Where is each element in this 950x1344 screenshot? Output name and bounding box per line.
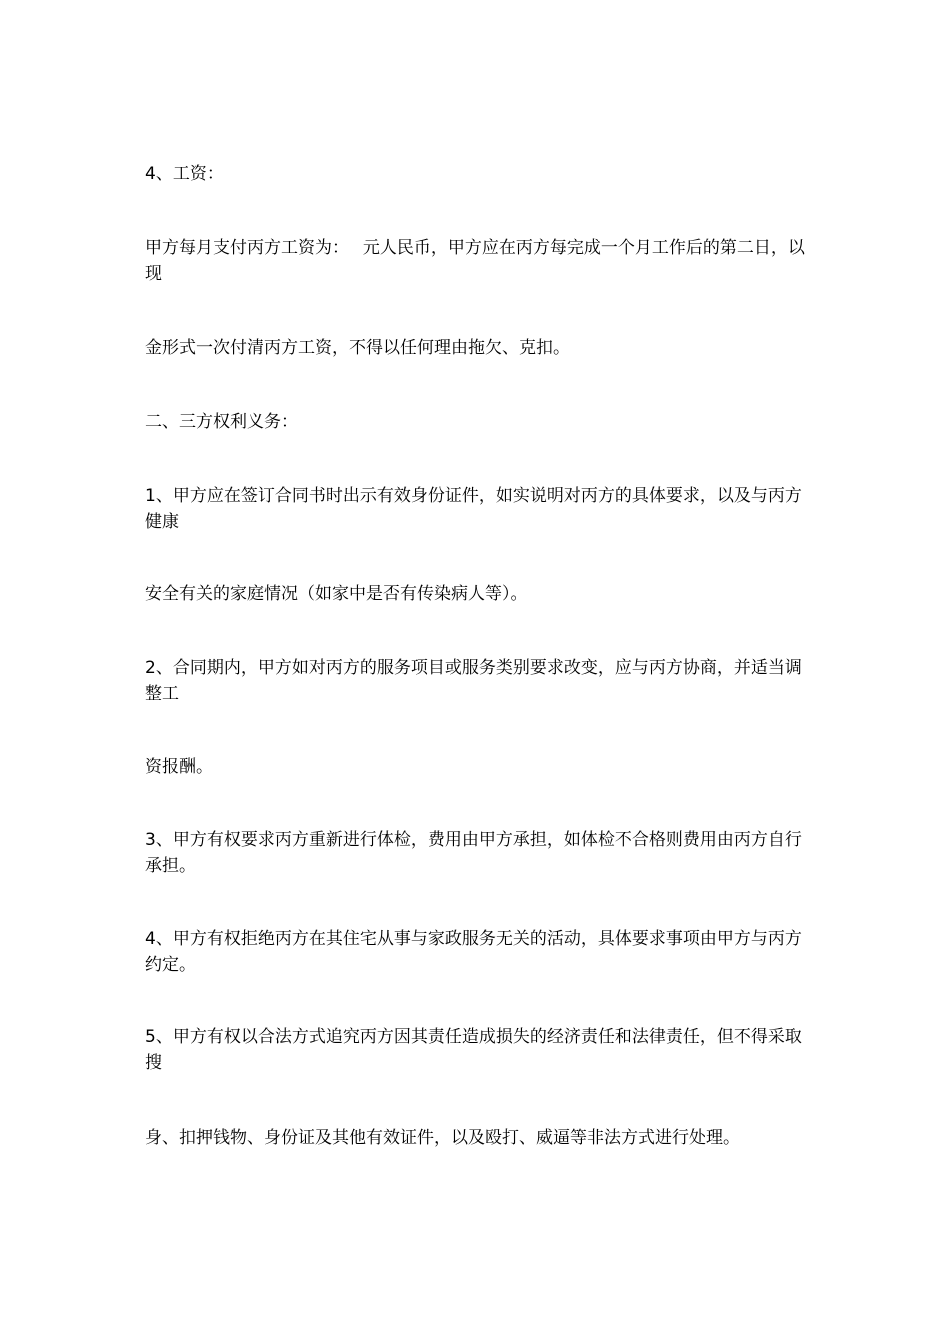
paragraph-clause-1: 1、甲方应在签订合同书时出示有效身份证件，如实说明对丙方的具体要求，以及与丙方健康 xyxy=(145,486,802,532)
paragraph-clause-5: 5、甲方有权以合法方式追究丙方因其责任造成损失的经济责任和法律责任，但不得采取搜 xyxy=(145,1027,802,1073)
paragraph-clause-5-cont: 身、扣押钱物、身份证及其他有效证件，以及殴打、威逼等非法方式进行处理。 xyxy=(145,1128,740,1148)
paragraph-salary-payment: 金形式一次付清丙方工资，不得以任何理由拖欠、克扣。 xyxy=(145,338,570,358)
paragraph-salary-amount: 甲方每月支付丙方工资为： 元人民币，甲方应在丙方每完成一个月工作后的第二日，以现 xyxy=(145,238,805,284)
paragraph-clause-4: 4、甲方有权拒绝丙方在其住宅从事与家政服务无关的活动，具体要求事项由甲方与丙方约定。 xyxy=(145,929,802,975)
paragraph-clause-2-cont: 资报酬。 xyxy=(145,757,213,777)
paragraph-clause-2: 2、合同期内，甲方如对丙方的服务项目或服务类别要求改变，应与丙方协商，并适当调整工 xyxy=(145,658,802,704)
paragraph-clause-1-cont: 安全有关的家庭情况（如家中是否有传染病人等）。 xyxy=(145,584,528,604)
paragraph-rights-heading: 二、三方权利义务： xyxy=(145,412,298,432)
paragraph-clause-3: 3、甲方有权要求丙方重新进行体检，费用由甲方承担，如体检不合格则费用由丙方自行承担。 xyxy=(145,830,802,876)
paragraph-salary-heading: 4、工资： xyxy=(145,164,224,184)
